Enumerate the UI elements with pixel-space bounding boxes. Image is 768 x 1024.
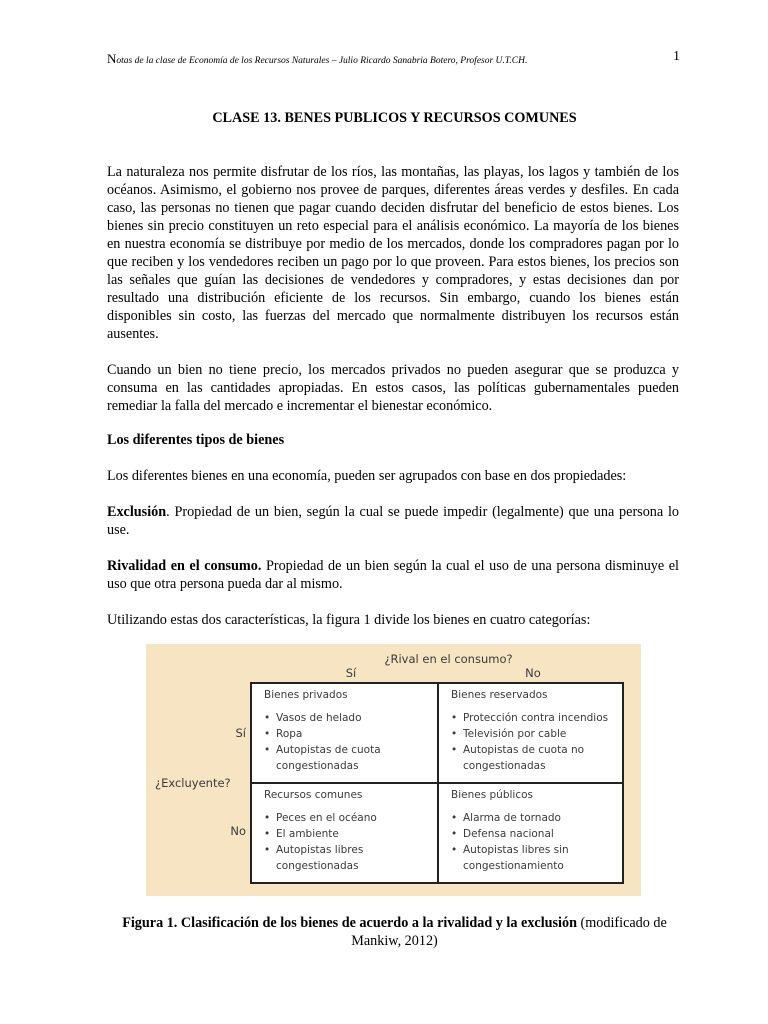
list-item: • Alarma de tornado — [451, 812, 561, 824]
bullet: • — [264, 828, 271, 840]
list-item: • Protección contra incendios — [451, 712, 609, 724]
paragraph-exclusion — [107, 503, 679, 539]
cell-public-goods — [439, 784, 622, 882]
page-number: 1 — [673, 49, 680, 64]
exclusion-term: Exclusión — [107, 504, 167, 520]
cell-title: Bienes privados — [264, 689, 348, 701]
bullet: • — [264, 844, 271, 856]
paragraph-properties: Los diferentes bienes en una economía, pueden ser agrupados con base en dos propiedades: — [107, 468, 627, 484]
bullet: • — [451, 844, 458, 856]
bullet: • — [264, 812, 271, 824]
bullet: • — [451, 728, 458, 740]
column-label-yes: Sí — [345, 666, 357, 680]
figure-caption — [107, 914, 682, 950]
header-rest: otas de la clase de Economía de los Recursos Naturales – Julio Ricardo Sanabria Botero, Profesor U.T.CH. — [116, 56, 528, 66]
cell-title: Bienes públicos — [451, 789, 533, 801]
bullet: • — [264, 712, 271, 724]
bullet: • — [264, 728, 271, 740]
bullet: • — [451, 712, 458, 724]
list-item: • Peces en el océano — [264, 812, 377, 824]
bullet: • — [451, 744, 458, 756]
section-heading: Los diferentes tipos de bienes — [107, 432, 285, 448]
bullet: • — [451, 812, 458, 824]
column-label-no: No — [525, 666, 541, 680]
list-item: • Autopistas libres congestionadas — [264, 844, 364, 872]
cell-title: Recursos comunes — [264, 789, 363, 801]
page-title: CLASE 13. BENES PUBLICOS Y RECURSOS COMUNES — [212, 110, 577, 126]
cell-reserved-goods — [439, 684, 622, 782]
list-item: • Televisión por cable — [451, 728, 567, 740]
page-header — [107, 49, 682, 69]
caption-source: (modificado de Mankiw, 2012) — [351, 915, 667, 949]
rivalry-definition: Propiedad de un bien según la cual el uso de una persona disminuye el uso que otra persona pueda dar al mismo. — [107, 558, 679, 592]
list-item: • Autopistas de cuota congestionadas — [264, 744, 381, 772]
question-excludable: ¿Excluyente? — [155, 776, 231, 790]
list-item: • Vasos de helado — [264, 712, 362, 724]
cell-private-goods — [252, 684, 437, 782]
bullet: • — [264, 744, 271, 756]
list-item: • Autopistas de cuota no congestionadas — [451, 744, 585, 772]
paragraph-rivalry — [107, 557, 679, 593]
cell-common-resources — [252, 784, 437, 882]
header-initial: N — [107, 51, 117, 66]
paragraph-figure-intro: Utilizando estas dos características, la figura 1 divide los bienes en cuatro categorías: — [107, 612, 591, 628]
list-item: • Autopistas libres sin congestionamiento — [451, 844, 569, 872]
caption-bold: Figura 1. Clasificación de los bienes de acuerdo a la rivalidad y la exclusión — [122, 915, 577, 931]
goods-classification-figure — [146, 644, 641, 896]
row-label-yes: Sí — [235, 726, 246, 740]
row-label-no: No — [230, 824, 246, 838]
classification-grid — [250, 682, 624, 884]
list-item: • Defensa nacional — [451, 828, 554, 840]
paragraph-intro: La naturaleza nos permite disfrutar de los ríos, las montañas, las playas, los lagos y también de los océanos. Asimismo, el gobierno nos provee de parques, diferentes áreas verdes y desfiles. En cada caso, las personas no tienen que pagar cuando deciden disfrutar del beneficio de estos bienes. Los bienes sin precio constituyen un reto especial para el análisis económico. La mayoría de los bienes en nuestra economía se distribuye por medio de los mercados, donde los compradores pagan por lo que reciben y los vendedores reciben un pago por lo que proveen. Para estos bienes, los precios son las señales que guían las decisiones de vendedores y compradores, y estas decisiones dan por resultado una distribución eficiente de los recursos. Sin embargo, cuando los bienes están disponibles sin costo, las fuerzas del mercado que normalmente distribuyen los recursos están ausentes. — [107, 164, 679, 342]
header-text — [107, 51, 527, 67]
paragraph-market-failure: Cuando un bien no tiene precio, los mercados privados no pueden asegurar que se produzca y consuma en las cantidades apropiadas. En estos casos, las políticas gubernamentales pueden remediar la falla del mercado e incrementar el bienestar económico. — [107, 362, 679, 414]
list-item: • Ropa — [264, 728, 303, 740]
cell-title: Bienes reservados — [451, 689, 548, 701]
question-rival: ¿Rival en el consumo? — [384, 652, 513, 666]
list-item: • El ambiente — [264, 828, 339, 840]
rivalry-term: Rivalidad en el consumo. — [107, 558, 262, 574]
bullet: • — [451, 828, 458, 840]
exclusion-definition: . Propiedad de un bien, según la cual se puede impedir (legalmente) que una persona lo use. — [107, 504, 679, 538]
